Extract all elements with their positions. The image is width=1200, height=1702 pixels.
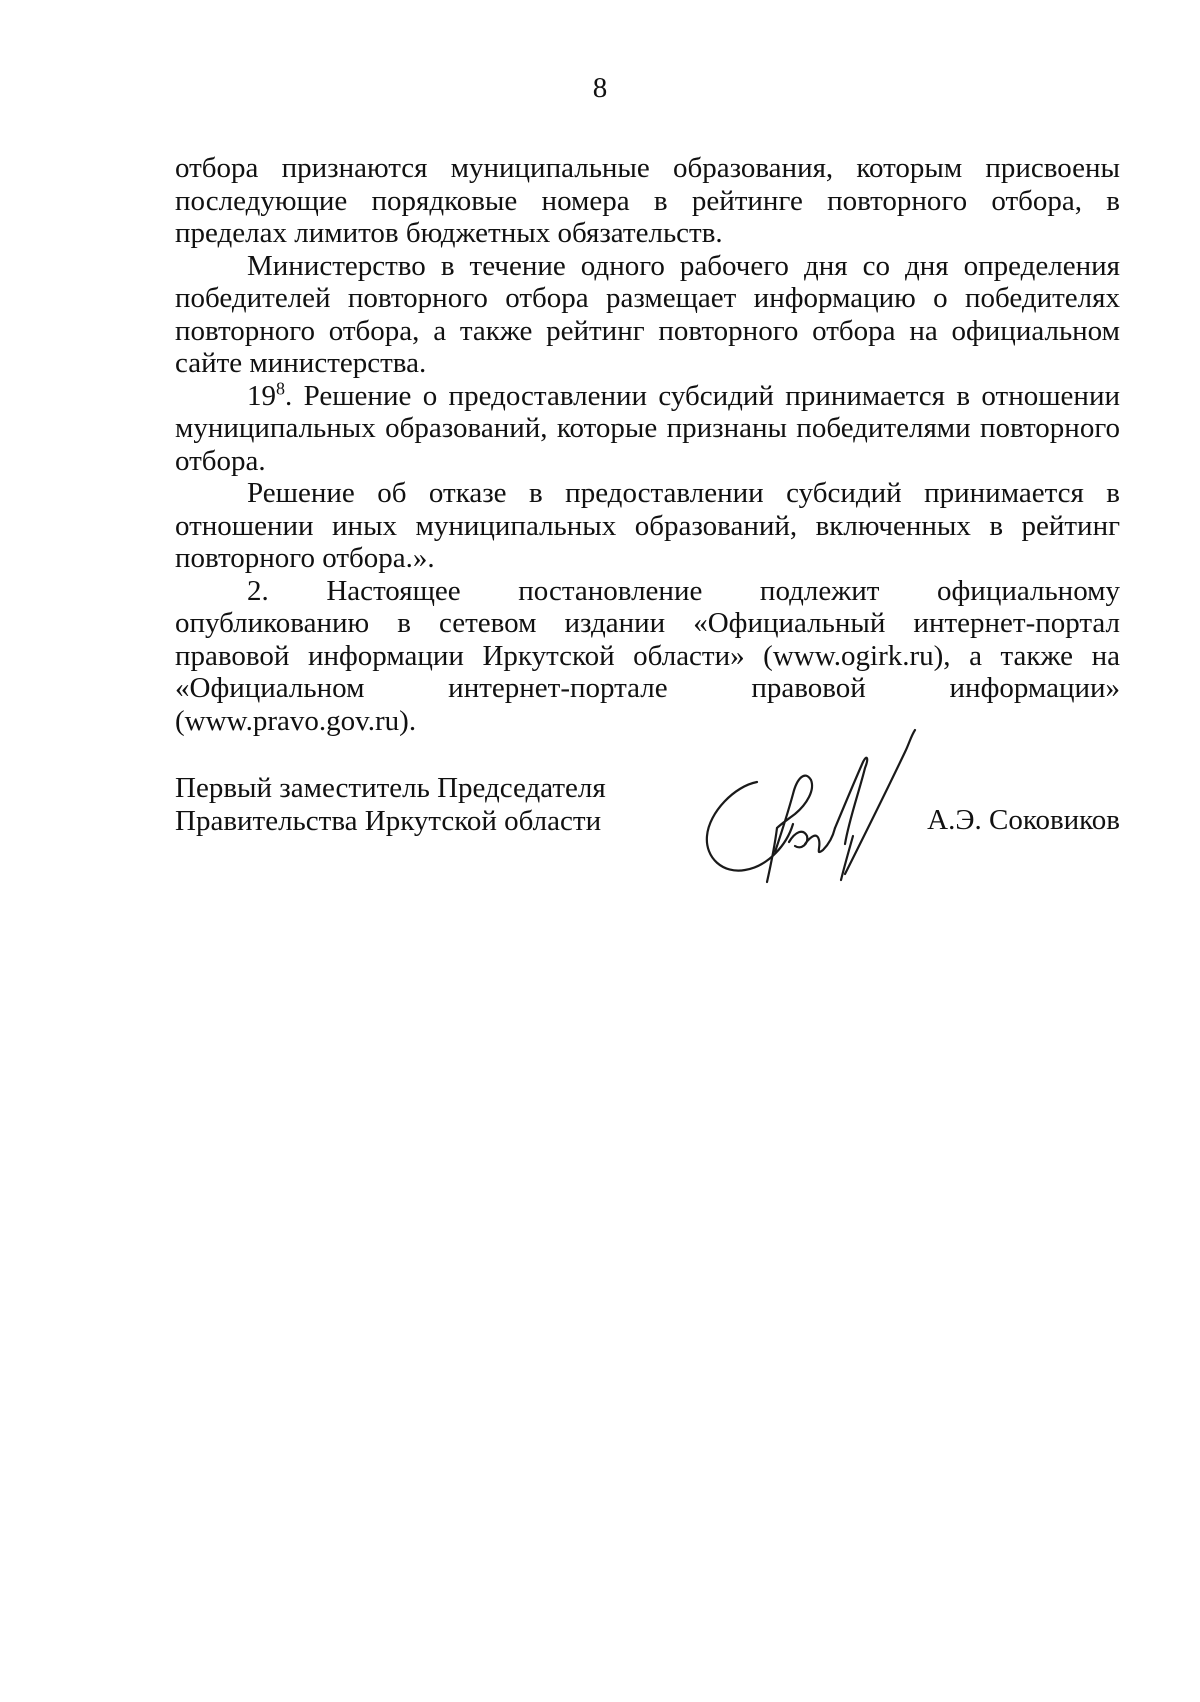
paragraph-clause-19-8 xyxy=(175,377,1120,478)
signer-position-line: Первый заместитель Председателя xyxy=(175,772,606,804)
clause-number: 19 xyxy=(247,379,276,412)
paragraph: 2. Настоящее постановление подлежит официальному опубликованию в сетевом издании «Официальный интернет-портал правовой информации Иркутской области» (www.ogirk.ru), а также на «Официальном интернет-портале правовой информации» (www.pravo.gov.ru). xyxy=(175,574,1120,737)
page-number: 8 xyxy=(592,72,608,104)
paragraph: Решение об отказе в предоставлении субсидий принимается в отношении иных муниципальных образований, включенных в рейтинг повторного отбора.». xyxy=(175,477,1120,574)
signer-position xyxy=(175,772,655,837)
document-body xyxy=(175,152,1120,737)
signer-position-line: Правительства Иркутской области xyxy=(175,804,602,837)
paragraph: отбора признаются муниципальные образования, которым присвоены последующие порядковые номера в рейтинге повторного отбора, в пределах лимитов бюджетных обязательств. xyxy=(175,152,1120,249)
clause-text: . Решение о предоставлении субсидий принимается в отношении муниципальных образований, которые признаны победителями повторного отбора. xyxy=(175,379,1120,477)
signer-name: А.Э. Соковиков xyxy=(927,804,1120,836)
paragraph: Министерство в течение одного рабочего дня со дня определения победителей повторного отбора размещает информацию о победителях повторного отбора, а также рейтинг повторного отбора на официальном сайте министерства. xyxy=(175,249,1120,379)
clause-number-superscript: 8 xyxy=(276,377,285,398)
handwritten-signature-icon xyxy=(695,724,935,894)
signature-block xyxy=(175,772,1120,902)
